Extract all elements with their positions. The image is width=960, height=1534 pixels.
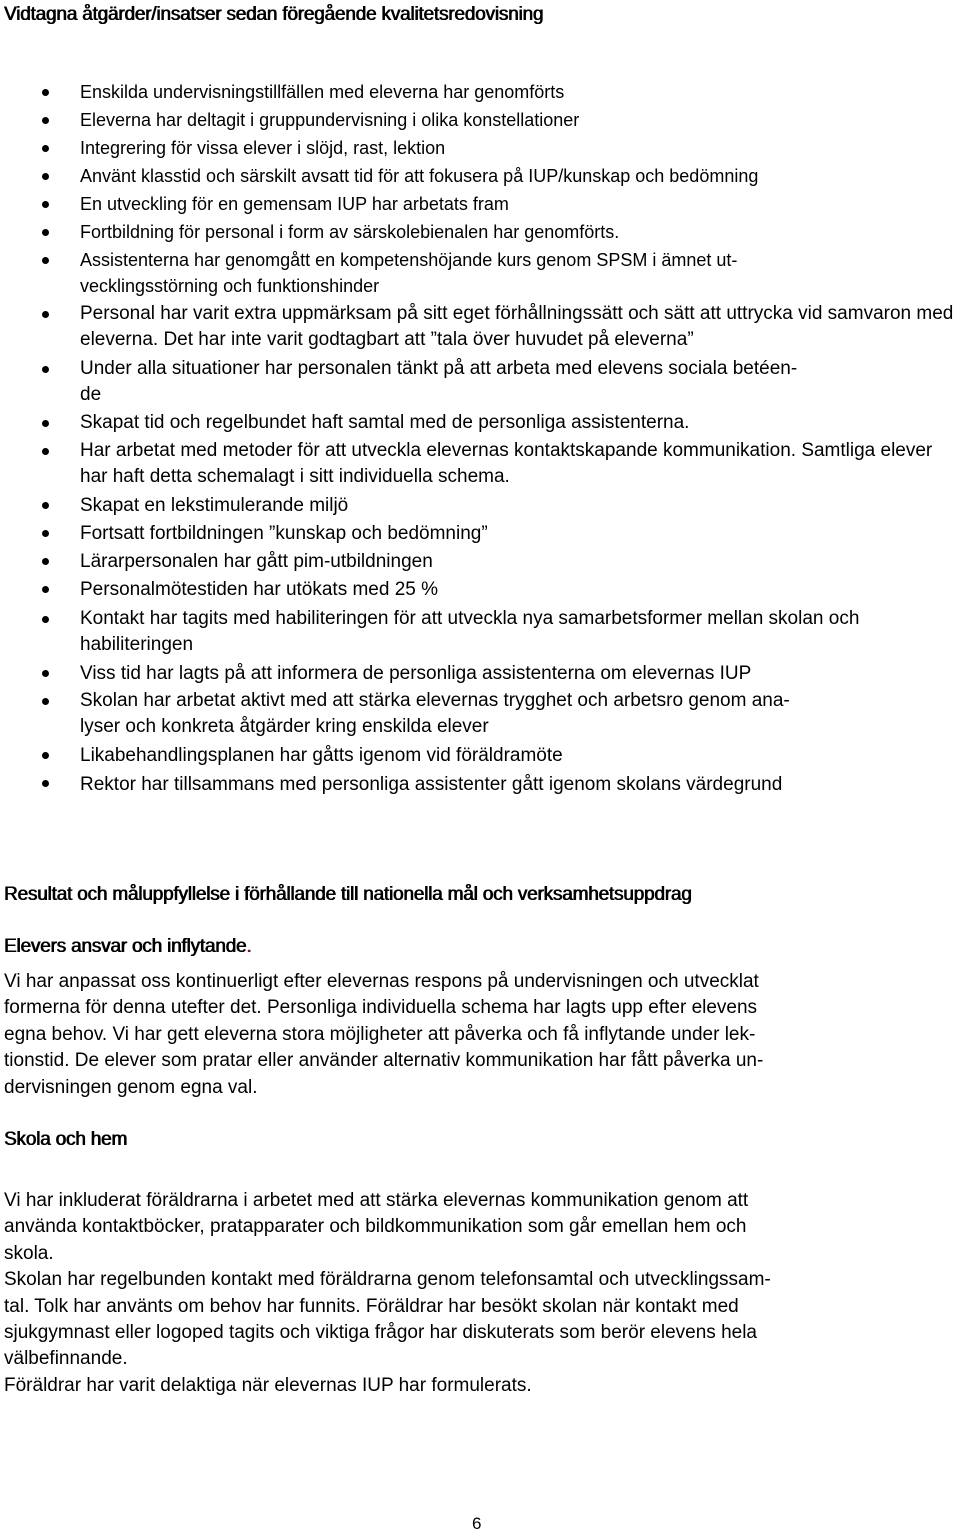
list-item-text: Skapat tid och regelbundet haft samtal med de personliga assistenterna. bbox=[80, 412, 690, 433]
bullet-icon bbox=[42, 311, 49, 318]
heading-text: Elevers ansvar och inflytande bbox=[4, 936, 247, 957]
list-item-text: Personal har varit extra uppmärksam på sitt eget förhållningssätt och sätt att uttrycka vid samvaron med eleverna. Det har inte varit godtagbart att ”tala över huvudet på eleverna” bbox=[80, 303, 954, 350]
list-item bbox=[0, 78, 960, 106]
list-item bbox=[0, 770, 960, 800]
bullet-icon bbox=[42, 201, 49, 208]
bullet-icon bbox=[42, 366, 49, 373]
list-item bbox=[0, 606, 960, 658]
list-item-text: Skapat en lekstimulerande miljö bbox=[80, 495, 349, 516]
bullet-icon bbox=[42, 448, 49, 455]
list-item bbox=[0, 576, 960, 604]
bullet-icon bbox=[42, 229, 49, 236]
list-item-text: Under alla situationer har personalen tänkt på att arbeta med elevens sociala betéen- de bbox=[80, 358, 798, 405]
list-item-text: Använt klasstid och särskilt avsatt tid för att fokusera på IUP/kunskap och bedömning bbox=[80, 166, 759, 186]
list-item-text: Har arbetat med metoder för att utveckla elevernas kontaktskapande kommunikation. Samtliga elever har haft detta schemalagt i sitt individuella schema. bbox=[80, 440, 933, 487]
bullet-icon bbox=[42, 616, 49, 623]
list-item bbox=[0, 356, 960, 408]
list-item bbox=[0, 492, 960, 520]
list-item-text: Personalmötestiden har utökats med 25 % bbox=[80, 579, 439, 600]
list-item-text: Integrering för vissa elever i slöjd, rast, lektion bbox=[80, 138, 446, 158]
list-item bbox=[0, 246, 960, 299]
list-item-text: Viss tid har lagts på att informera de personliga assistenterna om elevernas IUP bbox=[80, 663, 752, 684]
list-item-text: Fortsatt fortbildningen ”kunskap och bedömning” bbox=[80, 523, 488, 544]
list-item bbox=[0, 548, 960, 576]
paragraph-school-and-home: Vi har inkluderat föräldrarna i arbetet med att stärka elevernas kommunikation genom att använda kontaktböcker, pratapparater och bildkommunikation som går emellan hem och skola. Skolan har regelbunden kontakt med föräldrarna genom telefonsamtal och utvecklingssam- tal. Tolk har använts om behov har funnits. Föräldrar har besökt skolan när kontakt med sjukgymnast eller logoped tagits och viktiga frågor har diskuterats som berör elevens hela välbefinnande. Föräldrar har varit delaktiga när elevernas IUP har formulerats. bbox=[4, 1190, 771, 1396]
measures-list bbox=[0, 78, 960, 800]
bullet-icon bbox=[42, 89, 49, 96]
list-item-text: Eleverna har deltagit i gruppundervisning i olika konstellationer bbox=[80, 110, 580, 130]
paragraph-student-responsibility: Vi har anpassat oss kontinuerligt efter elevernas respons på undervisningen och utvecklat formerna för denna utefter det. Personliga individuella schema har lagts upp efter elevens egna behov. Vi har gett eleverna stora möjligheter att påverka och få inflytande under lek- tionstid. De elever som pratar eller använder alternativ kommunikation har fått påverka un- dervisningen genom egna val. bbox=[4, 971, 764, 1098]
heading-school-and-home: Skola och hem bbox=[4, 1129, 128, 1150]
list-item-text: Likabehandlingsplanen har gåtts igenom vid föräldramöte bbox=[80, 745, 563, 766]
list-item-text: Kontakt har tagits med habiliteringen för att utveckla nya samarbetsformer mellan skolan och habiliteringen bbox=[80, 608, 860, 655]
heading-measures-taken: Vidtagna åtgärder/insatser sedan föregående kvalitetsredovisning bbox=[4, 4, 544, 25]
bullet-icon bbox=[42, 173, 49, 180]
list-item-text: Assistenterna har genomgått en kompetenshöjande kurs genom SPSM i ämnet ut- vecklingsstörning och funktionshinder bbox=[80, 250, 738, 296]
bullet-icon bbox=[42, 420, 49, 427]
list-item bbox=[0, 134, 960, 162]
bullet-icon bbox=[42, 670, 49, 677]
list-item bbox=[0, 438, 960, 490]
list-item bbox=[0, 520, 960, 548]
list-item bbox=[0, 190, 960, 218]
heading-dot: . bbox=[246, 936, 252, 957]
bullet-icon bbox=[42, 558, 49, 565]
list-item-text: Rektor har tillsammans med personliga assistenter gått igenom skolans värdegrund bbox=[80, 774, 783, 795]
list-item-text: Lärarpersonalen har gått pim-utbildningen bbox=[80, 551, 433, 572]
page-number: 6 bbox=[472, 1514, 482, 1533]
list-item-text: Fortbildning för personal i form av särskolebienalen har genomförts. bbox=[80, 222, 620, 242]
list-item-text: Enskilda undervisningstillfällen med eleverna har genomförts bbox=[80, 82, 565, 102]
list-item bbox=[0, 162, 960, 190]
bullet-icon bbox=[42, 752, 49, 759]
bullet-icon bbox=[42, 502, 49, 509]
list-item bbox=[0, 106, 960, 134]
heading-student-responsibility bbox=[4, 936, 251, 958]
bullet-icon bbox=[42, 117, 49, 124]
list-item bbox=[0, 218, 960, 246]
list-item bbox=[0, 742, 960, 770]
heading-results: Resultat och måluppfyllelse i förhållande till nationella mål och verksamhetsuppdrag bbox=[4, 884, 692, 905]
bullet-icon bbox=[42, 530, 49, 537]
list-item-text: Skolan har arbetat aktivt med att stärka elevernas trygghet och arbetsro genom ana- lyser och konkreta åtgärder kring enskilda elever bbox=[80, 690, 790, 737]
bullet-icon bbox=[42, 698, 49, 705]
list-item bbox=[0, 410, 960, 436]
list-item bbox=[0, 660, 960, 688]
list-item bbox=[0, 301, 960, 353]
list-item bbox=[0, 688, 960, 740]
bullet-icon bbox=[42, 780, 49, 787]
bullet-icon bbox=[42, 257, 49, 264]
list-item-text: En utveckling för en gemensam IUP har arbetats fram bbox=[80, 194, 509, 214]
bullet-icon bbox=[42, 145, 49, 152]
bullet-icon bbox=[42, 586, 49, 593]
